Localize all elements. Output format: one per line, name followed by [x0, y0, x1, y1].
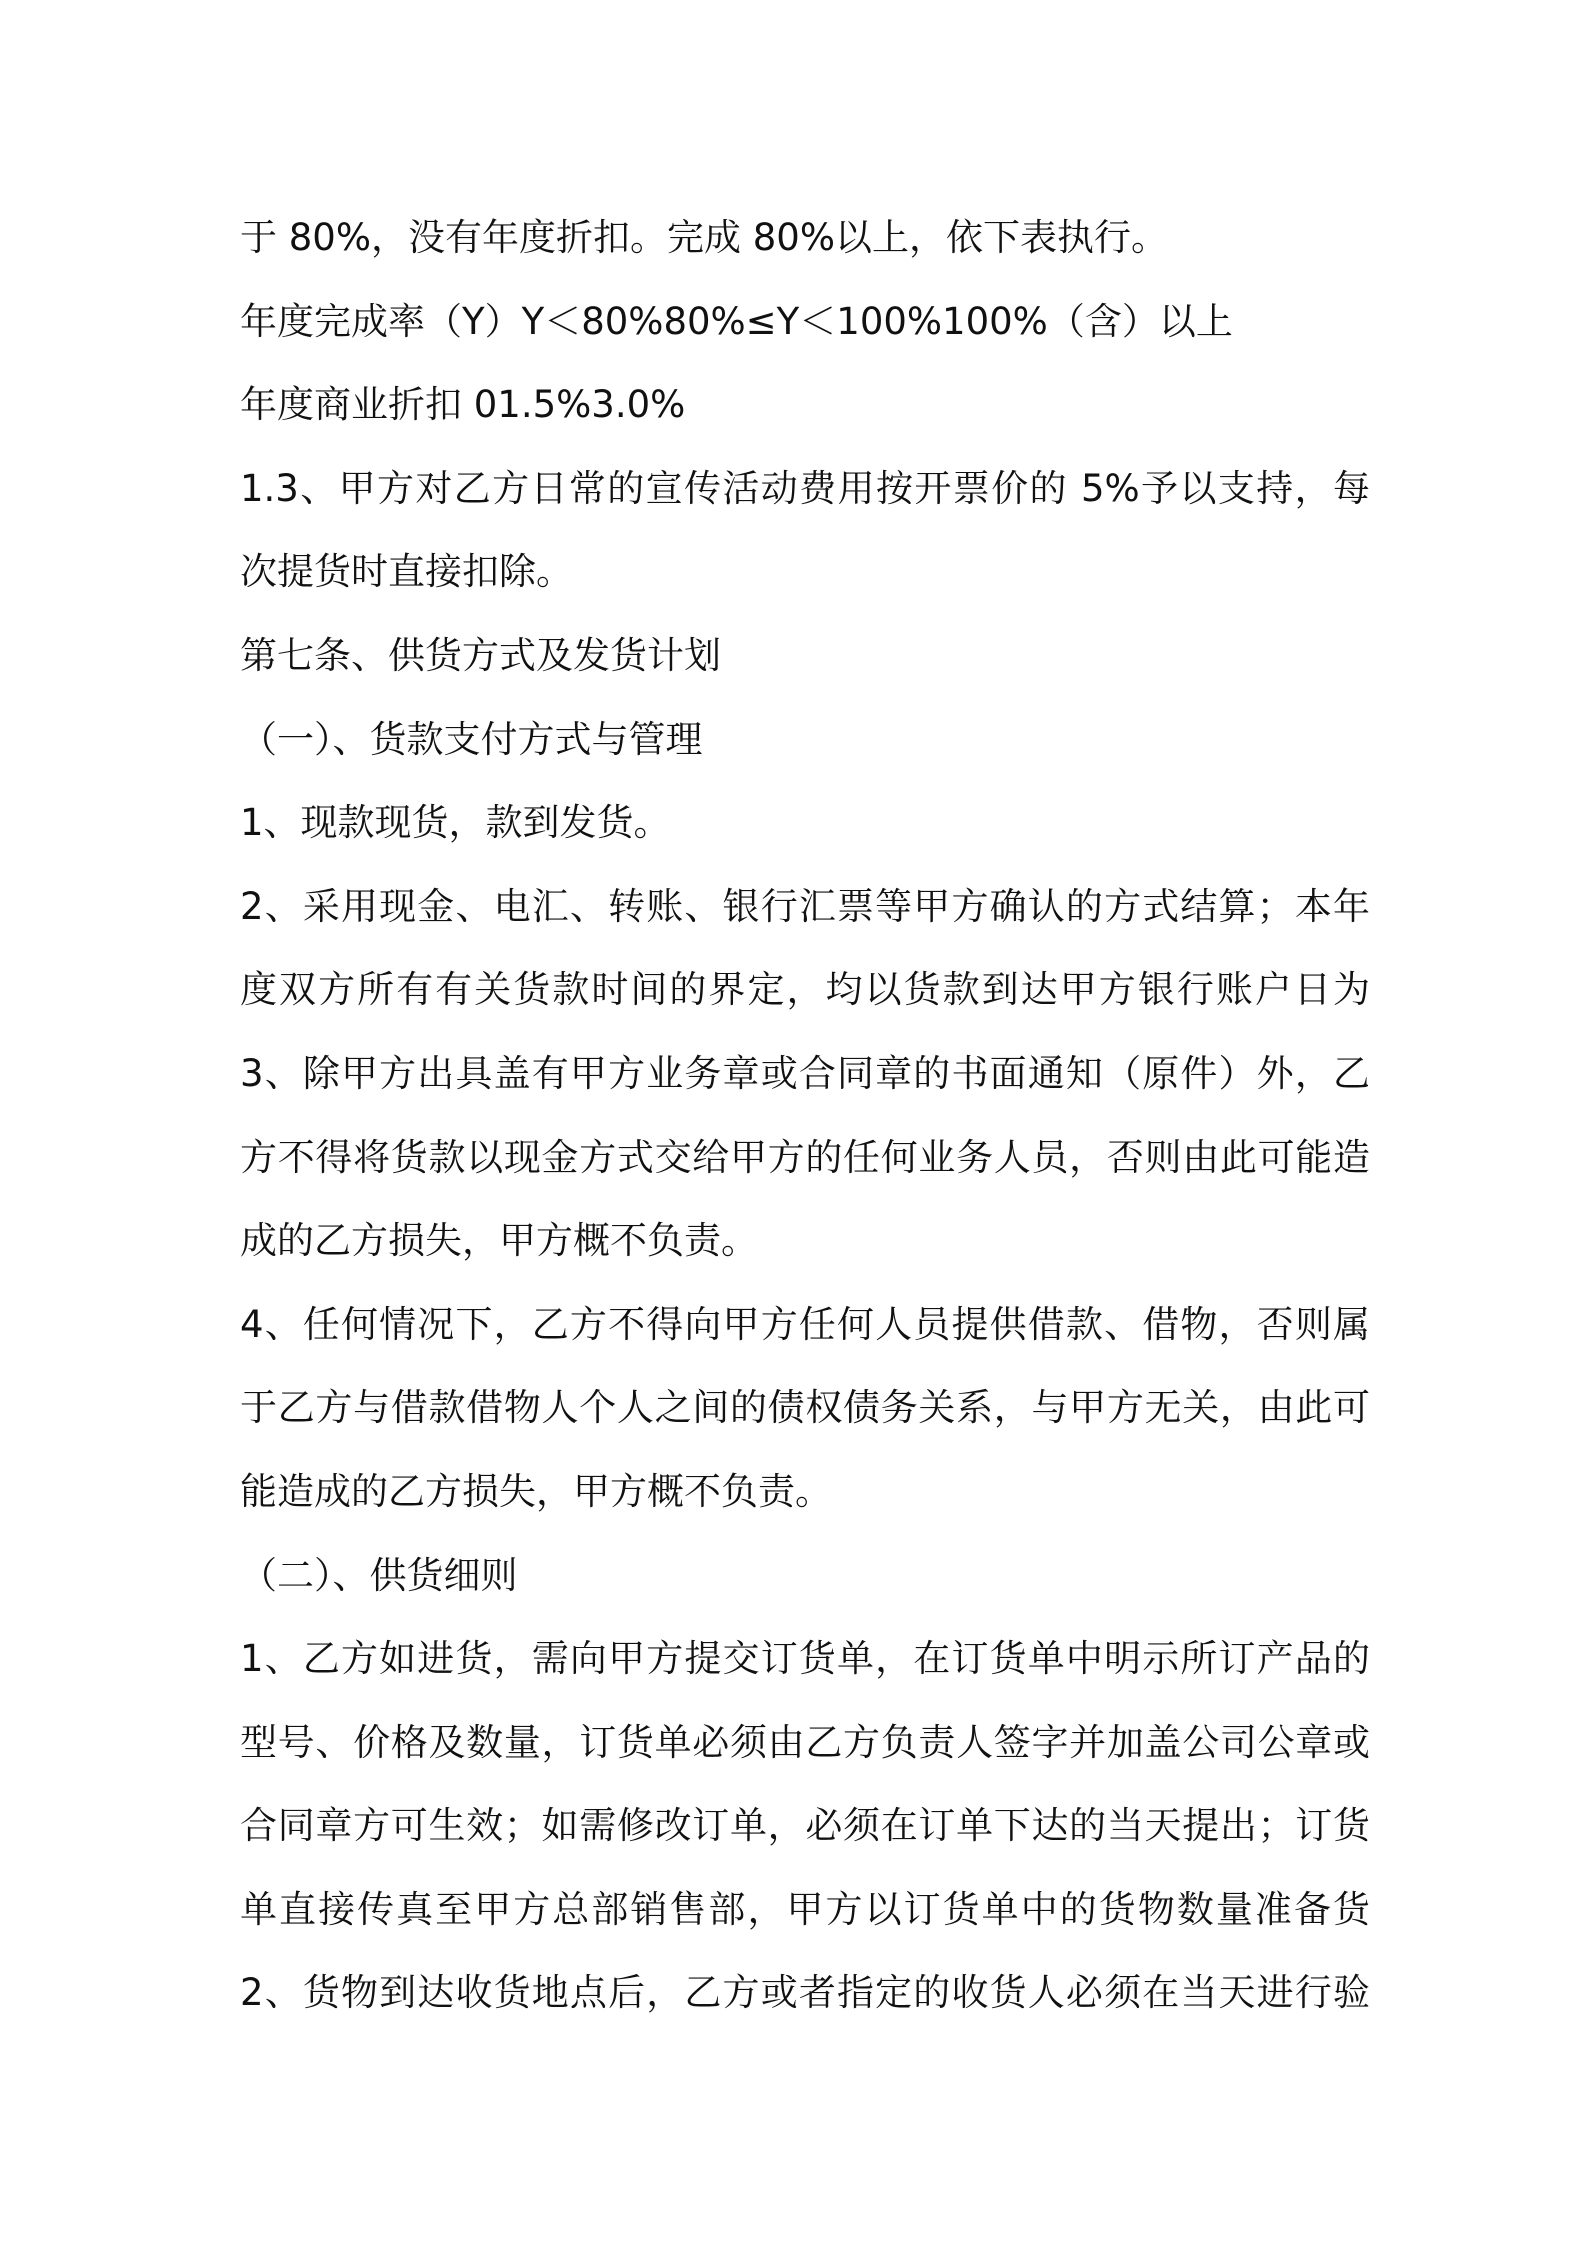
- text-line: 年度商业折扣 01.5%3.0%: [240, 383, 686, 427]
- text-line: 4、任何情况下，乙方不得向甲方任何人员提供借款、借物，否则属: [240, 1302, 1370, 1346]
- text-line: 次提货时直接扣除。: [240, 550, 573, 594]
- text-line: 单直接传真至甲方总部销售部，甲方以订货单中的货物数量准备货: [240, 1887, 1370, 1931]
- text-line: 能造成的乙方损失，甲方概不负责。: [240, 1469, 832, 1513]
- text-line: 于乙方与借款借物人个人之间的债权债务关系，与甲方无关，由此可: [240, 1386, 1370, 1430]
- text-line: （二）、供货细则: [240, 1553, 518, 1597]
- text-line: 型号、价格及数量，订货单必须由乙方负责人签字并加盖公司公章或: [240, 1720, 1370, 1764]
- document-body: [240, 196, 1370, 2035]
- text-line: （一）、货款支付方式与管理: [240, 717, 703, 761]
- text-line: 1.3、甲方对乙方日常的宣传活动费用按开票价的 5%予以支持，每: [240, 466, 1370, 510]
- text-line: 合同章方可生效；如需修改订单，必须在订单下达的当天提出；订货: [240, 1804, 1370, 1848]
- text-line: 1、现款现货，款到发货。: [240, 801, 671, 845]
- text-line: 2、采用现金、电汇、转账、银行汇票等甲方确认的方式结算；本年: [240, 884, 1370, 928]
- text-line: 成的乙方损失，甲方概不负责。: [240, 1219, 758, 1263]
- text-line: 于 80%，没有年度折扣。完成 80%以上，依下表执行。: [240, 216, 1168, 259]
- text-line: 第七条、供货方式及发货计划: [240, 633, 721, 677]
- text-line: 2、货物到达收货地点后，乙方或者指定的收货人必须在当天进行验: [240, 1971, 1370, 2015]
- text-line: 方不得将货款以现金方式交给甲方的任何业务人员，否则由此可能造: [240, 1135, 1370, 1179]
- text-line: 1、乙方如进货，需向甲方提交订货单，在订货单中明示所订产品的: [240, 1637, 1370, 1681]
- text-line: 3、除甲方出具盖有甲方业务章或合同章的书面通知（原件）外，乙: [240, 1051, 1370, 1095]
- text-line: 度双方所有有关货款时间的界定，均以货款到达甲方银行账户日为: [240, 968, 1370, 1012]
- text-line: 年度完成率（Y）Y＜80%80%≤Y＜100%100%（含）以上: [240, 299, 1233, 343]
